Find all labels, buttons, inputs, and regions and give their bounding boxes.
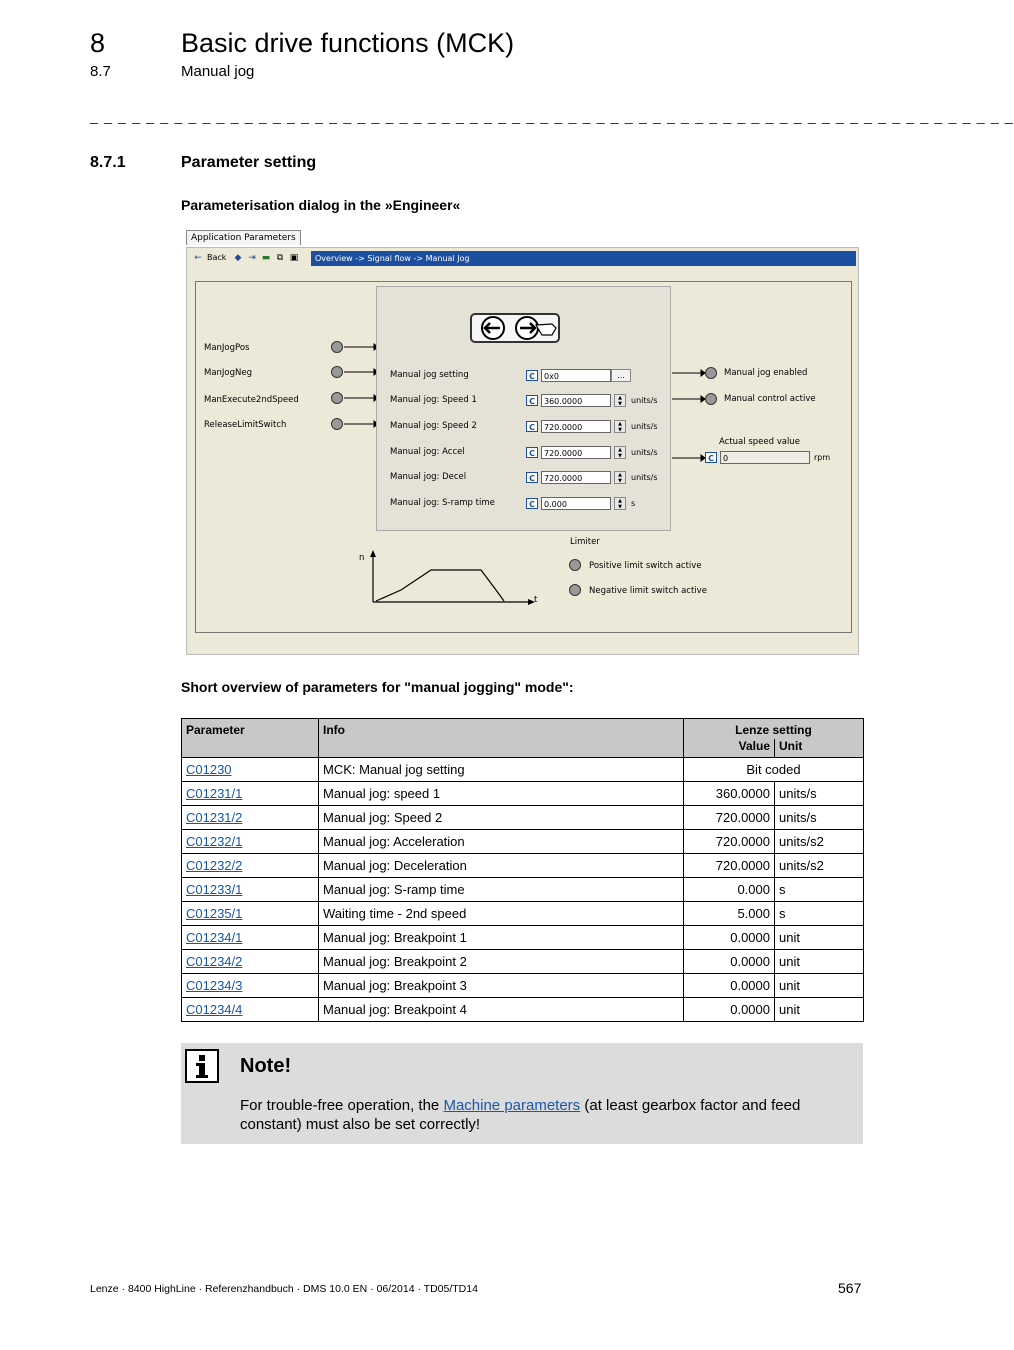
param-code-cell	[182, 950, 319, 974]
col-value: Value	[684, 739, 775, 758]
param-info-cell: Manual jog: Breakpoint 2	[319, 950, 684, 974]
param-label: Manual jog: Decel	[390, 472, 467, 482]
spin-stepper[interactable]: ▲ ▼	[614, 446, 626, 459]
bit-edit-button[interactable]: ...	[611, 369, 631, 382]
dialog-body	[186, 247, 859, 655]
limiter-label: Positive limit switch active	[589, 561, 702, 571]
param-info-cell: Manual jog: Acceleration	[319, 830, 684, 854]
param-label: Manual jog: Speed 2	[390, 421, 477, 431]
footer-text: Lenze · 8400 HighLine · Referenzhandbuch · DMS 10.0 EN · 06/2014 · TD05/TD14	[90, 1283, 478, 1295]
param-value-field[interactable]: 720.0000	[541, 446, 611, 459]
param-code-link[interactable]: C01231/2	[186, 810, 243, 825]
param-unit-cell: unit	[775, 974, 864, 998]
param-code-cell	[182, 830, 319, 854]
info-icon	[185, 1049, 219, 1083]
machine-parameters-link[interactable]: Machine parameters	[443, 1097, 581, 1114]
note-box	[181, 1043, 863, 1144]
param-unit-cell: unit	[775, 998, 864, 1022]
param-value-field[interactable]: 0.000	[541, 497, 611, 510]
param-value-cell: 720.0000	[684, 806, 775, 830]
param-info-cell: Manual jog: S-ramp time	[319, 878, 684, 902]
page-number: 567	[838, 1280, 862, 1296]
param-unit-cell: unit	[775, 926, 864, 950]
note-text-after: (at least gearbox factor and feed constant) must also be set correctly!	[240, 1097, 801, 1133]
col-lenze-setting: Lenze setting	[684, 719, 864, 740]
table-row	[182, 902, 864, 926]
section-number: 8.7	[90, 63, 111, 80]
c-code-button[interactable]: C	[526, 447, 538, 458]
param-info-cell: Manual jog: Breakpoint 4	[319, 998, 684, 1022]
image-icon[interactable]: ▬	[261, 253, 271, 263]
subsection-number: 8.7.1	[90, 154, 126, 171]
table-row	[182, 878, 864, 902]
table-row	[182, 830, 864, 854]
param-unit-cell: unit	[775, 950, 864, 974]
spin-stepper[interactable]: ▲ ▼	[614, 471, 626, 484]
param-value-cell: 720.0000	[684, 854, 775, 878]
param-info-cell: Manual jog: Deceleration	[319, 854, 684, 878]
param-value-field[interactable]: 0x0	[541, 369, 611, 382]
limiter-title: Limiter	[570, 537, 600, 547]
c-code-button[interactable]: C	[526, 498, 538, 509]
output-led	[705, 367, 717, 379]
param-code-cell	[182, 998, 319, 1022]
param-code-link[interactable]: C01235/1	[186, 906, 243, 921]
manual-jog-block	[376, 286, 671, 531]
param-unit: units/s	[631, 396, 658, 405]
spin-stepper[interactable]: ▲ ▼	[614, 420, 626, 433]
col-info: Info	[319, 719, 684, 758]
param-code-cell	[182, 878, 319, 902]
param-info-cell: MCK: Manual jog setting	[319, 758, 684, 782]
param-value-cell: Bit coded	[684, 758, 864, 782]
param-code-link[interactable]: C01234/4	[186, 1002, 243, 1017]
actual-speed-unit: rpm	[814, 453, 831, 462]
col-parameter: Parameter	[182, 719, 319, 758]
note-title: Note!	[240, 1055, 292, 1077]
output-led	[705, 393, 717, 405]
param-code-link[interactable]: C01232/1	[186, 834, 243, 849]
c-code-button[interactable]: C	[526, 472, 538, 483]
param-value-field[interactable]: 360.0000	[541, 394, 611, 407]
c-code-button[interactable]: C	[526, 395, 538, 406]
param-value-cell: 0.0000	[684, 998, 775, 1022]
header-separator: _ _ _ _ _ _ _ _ _ _ _ _ _ _ _ _ _ _ _ _ _ _ _ _ _ _ _ _ _ _ _ _ _ _ _ _ _ _ _ _ _ _ _ _ _ _ _ _ _ _ _ _ _ _ _ _ _ _ _ _ _ _ _ _ _ _	[90, 108, 1014, 124]
param-label: Manual jog: Accel	[390, 447, 465, 457]
spin-stepper[interactable]: ▲ ▼	[614, 497, 626, 510]
input-label: ReleaseLimitSwitch	[204, 420, 287, 430]
param-code-link[interactable]: C01234/1	[186, 930, 243, 945]
input-label: ManExecute2ndSpeed	[204, 395, 299, 405]
table-heading: Short overview of parameters for "manual jogging" mode":	[181, 679, 574, 695]
param-unit-cell: units/s	[775, 806, 864, 830]
param-value-cell: 360.0000	[684, 782, 775, 806]
param-unit-cell: units/s2	[775, 830, 864, 854]
param-info-cell: Manual jog: Breakpoint 1	[319, 926, 684, 950]
input-label: ManJogNeg	[204, 368, 253, 378]
chapter-title: Basic drive functions (MCK)	[181, 28, 515, 58]
c-code-button[interactable]: C	[526, 370, 538, 381]
info-icon[interactable]: ◆	[234, 253, 242, 263]
col-unit: Unit	[775, 739, 864, 758]
param-unit: units/s	[631, 422, 658, 431]
param-code-cell	[182, 782, 319, 806]
output-label: Manual jog enabled	[724, 368, 808, 378]
c-code-button[interactable]: C	[526, 421, 538, 432]
limiter-label: Negative limit switch active	[589, 586, 707, 596]
parameter-table	[181, 718, 864, 1022]
param-value-cell: 0.0000	[684, 926, 775, 950]
table-row	[182, 782, 864, 806]
signal-flow-panel	[195, 281, 852, 633]
table-row	[182, 998, 864, 1022]
param-code-link[interactable]: C01234/3	[186, 978, 243, 993]
param-code-cell	[182, 854, 319, 878]
spin-stepper[interactable]: ▲ ▼	[614, 394, 626, 407]
param-value-cell: 0.000	[684, 878, 775, 902]
param-value-cell: 0.0000	[684, 974, 775, 998]
input-label: ManJogPos	[204, 343, 250, 353]
graph-x-label: t	[534, 595, 538, 605]
back-arrow-icon[interactable]: ←	[194, 253, 202, 263]
window-icon[interactable]: ▣	[289, 253, 299, 263]
param-info-cell: Manual jog: Breakpoint 3	[319, 974, 684, 998]
param-unit-cell: s	[775, 902, 864, 926]
note-text	[240, 1096, 850, 1134]
param-code-link[interactable]: C01233/1	[186, 882, 243, 897]
param-code-cell	[182, 926, 319, 950]
engineer-dialog	[186, 230, 859, 655]
param-code-link[interactable]: C01230	[186, 762, 232, 777]
param-info-cell: Manual jog: speed 1	[319, 782, 684, 806]
param-unit: units/s	[631, 448, 658, 457]
param-unit-cell: units/s	[775, 782, 864, 806]
back-button[interactable]: Back	[207, 253, 227, 262]
jog-direction-icon	[472, 315, 558, 341]
param-code-link[interactable]: C01231/1	[186, 786, 243, 801]
dialog-heading: Parameterisation dialog in the »Engineer«	[181, 197, 461, 213]
breadcrumb: Overview -> Signal flow -> Manual Jog	[311, 251, 856, 266]
param-unit: s	[631, 499, 636, 508]
param-value-cell: 5.000	[684, 902, 775, 926]
table-row	[182, 926, 864, 950]
param-value-field[interactable]: 720.0000	[541, 420, 611, 433]
table-row	[182, 974, 864, 998]
param-value-cell: 0.0000	[684, 950, 775, 974]
param-label: Manual jog: Speed 1	[390, 395, 477, 405]
param-code-link[interactable]: C01232/2	[186, 858, 243, 873]
param-label: Manual jog setting	[390, 370, 469, 380]
subsection-title: Parameter setting	[181, 154, 317, 171]
param-info-cell: Manual jog: Speed 2	[319, 806, 684, 830]
limit-led	[569, 584, 581, 596]
copy-icon[interactable]: ⧉	[276, 253, 284, 263]
actual-speed-label: Actual speed value	[719, 437, 800, 447]
tab-application-parameters[interactable]: Application Parameters	[186, 230, 301, 245]
param-code-cell	[182, 806, 319, 830]
table-row	[182, 950, 864, 974]
limit-led	[569, 559, 581, 571]
jog-arrows	[470, 313, 560, 343]
actual-speed-field: 0	[720, 451, 810, 464]
param-info-cell: Waiting time - 2nd speed	[319, 902, 684, 926]
param-unit-cell: units/s2	[775, 854, 864, 878]
output-label: Manual control active	[724, 394, 816, 404]
param-unit-cell: s	[775, 878, 864, 902]
export-icon[interactable]: ⇥	[248, 253, 256, 263]
param-value-field[interactable]: 720.0000	[541, 471, 611, 484]
param-code-link[interactable]: C01234/2	[186, 954, 243, 969]
param-unit: units/s	[631, 473, 658, 482]
param-code-cell	[182, 758, 319, 782]
chapter-number: 8	[90, 28, 106, 58]
param-value-cell: 720.0000	[684, 830, 775, 854]
param-label: Manual jog: S-ramp time	[390, 498, 495, 508]
param-code-cell	[182, 974, 319, 998]
table-row	[182, 806, 864, 830]
c-code-button[interactable]: C	[705, 452, 717, 463]
param-code-cell	[182, 902, 319, 926]
note-text-before: For trouble-free operation, the	[240, 1097, 444, 1114]
graph-y-label: n	[359, 553, 365, 563]
table-row	[182, 758, 864, 782]
table-row	[182, 854, 864, 878]
section-title: Manual jog	[181, 63, 255, 80]
